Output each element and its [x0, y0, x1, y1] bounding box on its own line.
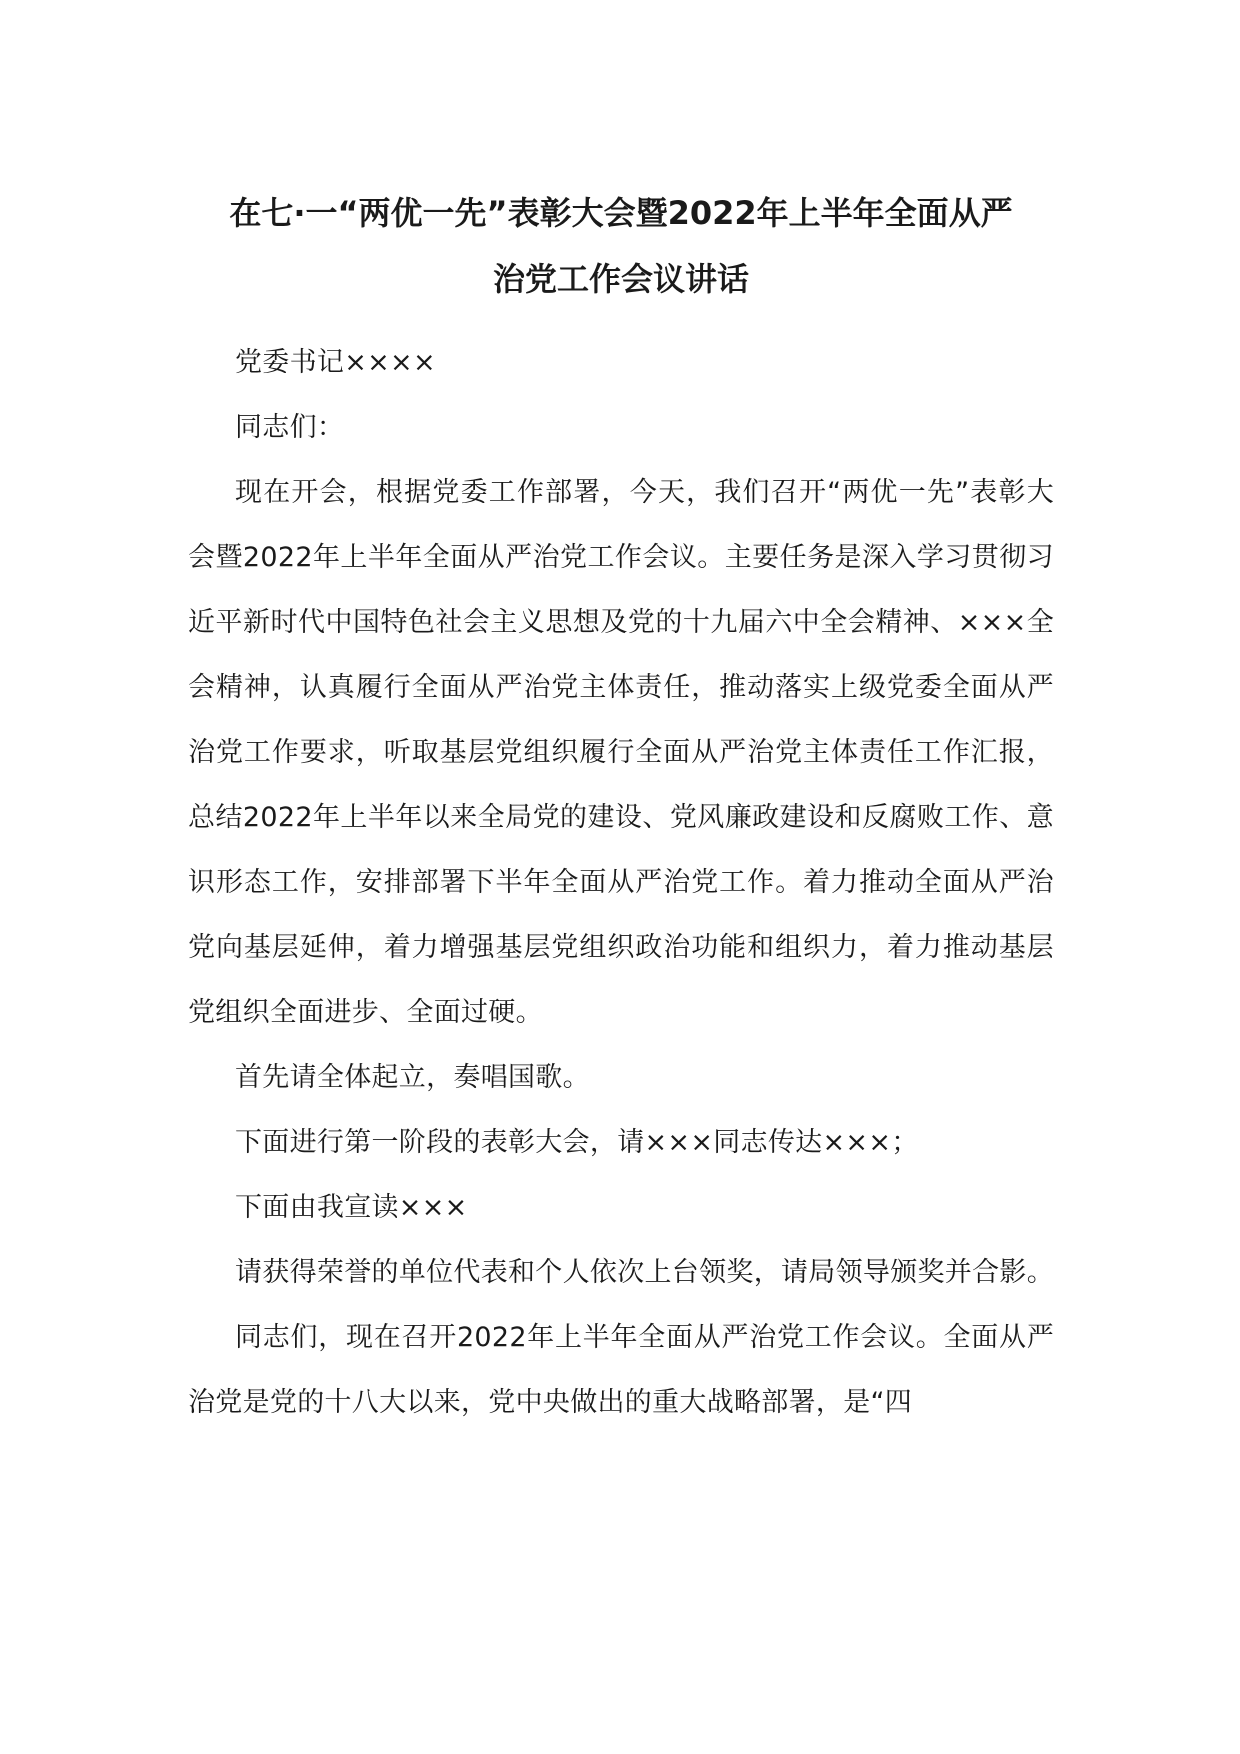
body-paragraph-anthem: 首先请全体起立，奏唱国歌。 — [235, 1062, 590, 1093]
body-paragraph-intro: 现在开会，根据党委工作部署，今天，我们召开“两优一先”表彰大会暨2022年上半年全面从严治党工作会议。主要任务是深入学习贯彻习近平新时代中国特色社会主义思想及党的十九届六中全会精神、×××全会精神，认真履行全面从严治党主体责任，推动落实上级党委全面从严治党工作要求，听取基层党组织履行全面从严治党主体责任工作汇报，总结2022年上半年以来全局党的建设、党风廉政建设和反腐败工作、意识形态工作，安排部署下半年全面从严治党工作。着力推动全面从严治党向基层延伸，着力增强基层党组织政治功能和组织力，着力推动基层党组织全面进步、全面过硬。 — [188, 477, 1054, 1028]
body-paragraph-meeting: 同志们，现在召开2022年上半年全面从严治党工作会议。全面从严治党是党的十八大以来，党中央做出的重大战略部署，是“四 — [188, 1322, 1054, 1418]
document-page — [188, 180, 1054, 1435]
document-title — [188, 180, 1054, 312]
body-paragraph-stage-one: 下面进行第一阶段的表彰大会，请×××同志传达×××； — [235, 1127, 919, 1158]
speaker-line: 党委书记×××× — [235, 347, 436, 378]
title-line-1: 在七·一“两优一先”表彰大会暨2022年上半年全面从严 — [229, 194, 1013, 232]
body-paragraph-awards: 请获得荣誉的单位代表和个人依次上台领奖，请局领导颁奖并合影。 — [235, 1257, 1054, 1288]
body-paragraph-reading: 下面由我宣读××× — [235, 1192, 468, 1223]
salutation: 同志们： — [235, 412, 345, 443]
title-line-2: 治党工作会议讲话 — [492, 260, 749, 298]
